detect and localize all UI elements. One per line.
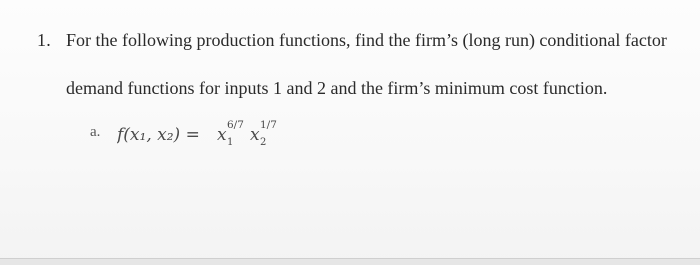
formula-svg [117,114,297,148]
question-text-line-1: For the following production functions, find the firm’s (long run) conditional factor [66,30,667,50]
formula-x1-subscript: 1 [227,137,234,148]
part-a-label: a. [90,124,101,140]
formula-lhs: f(x₁, x₂) = [117,125,200,145]
formula-x2: x [250,125,260,145]
question-number: 1. [37,30,51,50]
production-function-formula [117,114,297,148]
formula-x1: x [217,125,227,145]
formula-x2-exponent: 1/7 [260,119,277,131]
formula-x2-subscript: 2 [260,137,267,148]
question-text-line-2: demand functions for inputs 1 and 2 and the firm’s minimum cost function. [66,78,608,98]
formula-x1-exponent: 6/7 [227,119,244,131]
